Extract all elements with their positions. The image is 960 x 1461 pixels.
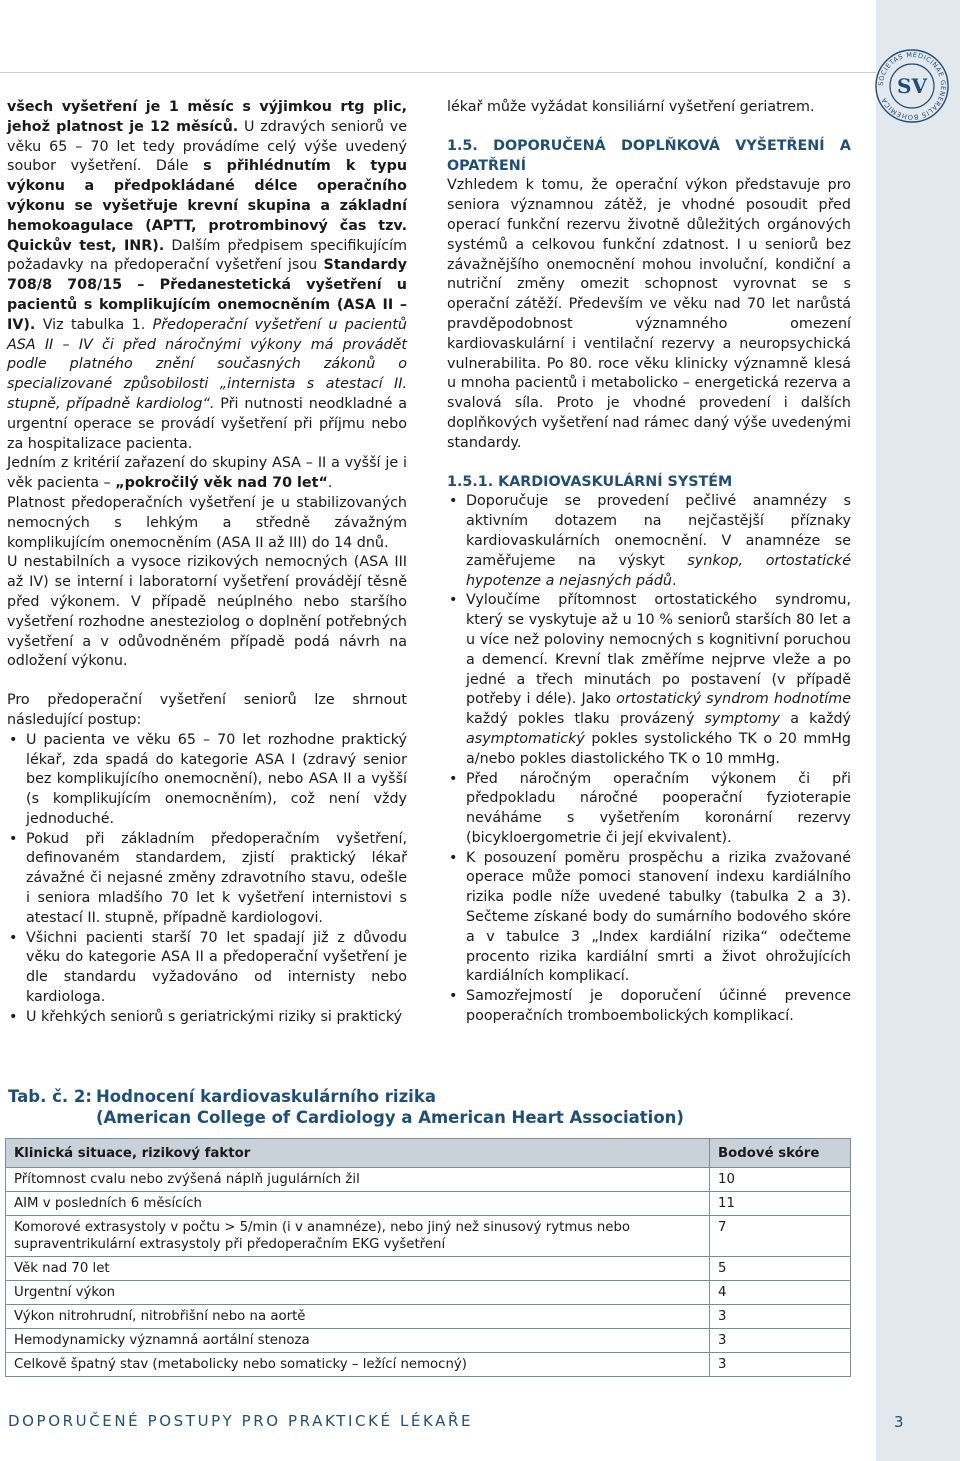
summary-paragraph: Pro předoperační vyšetření seniorů lze shrnout následující postup: bbox=[7, 692, 407, 728]
seal-ring-text: SOCIETAS MEDICINAE GENERALIS BOHEMICA bbox=[876, 50, 948, 122]
table-row: Komorové extrasystoly v počtu > 5/min (i v anamnéze), nebo jiný než sinusový rytmus nebo supraventrikulární extrasystoly při předoperačním EKG vyšetření 7 bbox=[6, 1216, 851, 1257]
top-rule bbox=[0, 72, 876, 73]
list-item: • U křehkých seniorů s geriatrickými riziky si praktický bbox=[7, 1008, 407, 1028]
table-row: Přítomnost cvalu nebo zvýšená náplň jugulárních žil 10 bbox=[6, 1168, 851, 1192]
footer-title: DOPORUČENÉ POSTUPY PRO PRAKTICKÉ LÉKAŘE bbox=[8, 1412, 474, 1430]
table-row: Výkon nitrohrudní, nitrobřišní nebo na aortě 3 bbox=[6, 1305, 851, 1329]
column-header-score: Bodové skóre bbox=[710, 1139, 851, 1168]
section-heading-1-5: 1.5. DOPORUČENÁ DOPLŇKOVÁ VYŠETŘENÍ A OPATŘENÍ bbox=[447, 137, 851, 174]
right-sidebar-band bbox=[876, 0, 960, 1461]
table-caption-line1: Hodnocení kardiovaskulárního rizika bbox=[96, 1087, 436, 1106]
table-row: Hemodynamicky významná aortální stenoza 3 bbox=[6, 1329, 851, 1353]
list-item: • K posouzení poměru prospěchu a rizika zvažované operace může pomoci stanovení indexu kardiálního rizika podle níže uvedené tabulky (tabulka 2 a 3). Sečteme získané body do sumárního bodového skóre a v tabulce 3 „Index kardiální rizika“ odečteme procento rizika kardiální smrti a život ohrožujících kardiálních komplikací. bbox=[447, 849, 851, 988]
validity-paragraph: Platnost předoperačních vyšetření je u stabilizovaných nemocných s lehkým a středně závažným komplikujícím onemocněním (ASA II až III) do 14 dnů. bbox=[7, 494, 407, 551]
right-column bbox=[447, 98, 851, 1027]
risk-table bbox=[5, 1138, 851, 1377]
society-seal-logo bbox=[874, 48, 950, 124]
table-row: Urgentní výkon 4 bbox=[6, 1281, 851, 1305]
column-header-situation: Klinická situace, rizikový faktor bbox=[6, 1139, 710, 1168]
summary-bullet-list bbox=[7, 731, 407, 1028]
table-caption-line2: (American College of Cardiology a American Heart Association) bbox=[96, 1108, 684, 1127]
list-item: • U pacienta ve věku 65 – 70 let rozhodne praktický lékař, zda spadá do kategorie ASA I (zdravý senior bez komplikujícího onemocnění), nebo ASA II a vyšší (s komplikujícím onemocněním), což není vždy jednoduché. bbox=[7, 731, 407, 830]
list-item: • Všichni pacienti starší 70 let spadají již z důvodu věku do kategorie ASA II a předoperační vyšetření je dle standardu vyžadováno od internisty nebo kardiologa. bbox=[7, 929, 407, 1008]
list-item: • Samozřejmostí je doporučení účinné prevence pooperačních tromboembolických komplikací. bbox=[447, 987, 851, 1027]
table-row: Celkově špatný stav (metabolicky nebo somaticky – ležící nemocný) 3 bbox=[6, 1353, 851, 1377]
asa-paragraph: Jedním z kritérií zařazení do skupiny ASA – II a vyšší je i věk pacienta – „pokročilý věk nad 70 let“. bbox=[7, 455, 407, 492]
table-caption-number: Tab. č. 2: bbox=[8, 1087, 92, 1106]
continuation-line: lékař může vyžádat konsiliární vyšetření geriatrem. bbox=[447, 99, 815, 115]
table-header-row bbox=[6, 1139, 851, 1168]
table-row: AIM v posledních 6 měsících 11 bbox=[6, 1192, 851, 1216]
left-column bbox=[7, 98, 407, 1028]
table-row: Věk nad 70 let 5 bbox=[6, 1257, 851, 1281]
section-1-5-text: Vzhledem k tomu, že operační výkon představuje pro seniora významnou zátěž, je vhodné posoudit před operací funkční rezervu životně důležitých orgánových systémů a celkovou funkční zdatnost. I u seniorů bez závažnějšího onemocnění mohou involuční, kondiční a nutriční změny omezit schopnost vyrovnat se s operační zátěží. Především ve věku nad 70 let narůstá pravděpodobnost významného omezení kardiovaskulární i ventilační rezervy a neuropsychická vulnerabilita. Po 80. roce věku klinicky významně klesá u mnoha pacientů i metabolicko – energetická rezerva a svalová síla. Proto je vhodné provedení i dalších doplňkových vyšetření nad rámec daný výše uvedenými standardy. bbox=[447, 177, 851, 451]
list-item: • Doporučuje se provedení pečlivé anamnézy s aktivním dotazem na nejčastější příznaky kardiovaskulárních onemocnění. V anamnéze se zaměřujeme na výskyt synkop, ortostatické hypotenze a nejasných pádů. bbox=[447, 492, 851, 591]
unstable-paragraph: U nestabilních a vysoce rizikových nemocných (ASA III až IV) se interní i laboratorní vyšetření provádějí těsně před výkonem. V případě neúplného nebo staršího vyšetření rozhodne anesteziolog o doplnění potřebných vyšetření a v odůvodněném případě podá návrh na odložení výkonu. bbox=[7, 554, 407, 670]
intro-paragraph: všech vyšetření je 1 měsíc s výjimkou rtg plic, jehož platnost je 12 měsíců. U zdravých seniorů ve věku 65 – 70 let tedy provádíme celý výše uvedený soubor vyšetření. Dále s přihlédnutím k typu výkonu a předpokládané délce operačního výkonu se vyšetřuje krevní skupina a základní hemokoagulace (APTT, protrombinový čas tzv. Quickův test, INR). Dalším předpisem specifikujícím požadavky na předoperační vyšetření jsou Standardy 708/8 708/15 – Předanestetická vyšetření u pacientů s komplikujícím onemocněním (ASA II – IV). Viz tabulka 1. Předoperační vyšetření u pacientů ASA II – IV či před náročnými výkony má provádět podle platného znění současných zákonů o specializované způsobilosti „internista s atestací II. stupně, případně kardiolog“. Při nutnosti neodkladné a urgentní operace se provádí vyšetření při příjmu nebo za hospitalizace pacienta. bbox=[7, 99, 408, 452]
table-caption bbox=[8, 1086, 684, 1128]
page-number: 3 bbox=[894, 1413, 904, 1431]
list-item: • Vyloučíme přítomnost ortostatického syndromu, který se vyskytuje až u 10 % seniorů starších 80 let a u více než poloviny nemocných s kognitivní poruchou a demencí. Krevní tlak změříme nejprve vleže a po jedné a třech minutách po postavení (v případě potřeby i déle). Jako ortostatický syndrom hodnotíme každý pokles tlaku provázený symptomy a každý asymptomatický pokles systolického TK o 20 mmHg a/nebo pokles diastolického TK o 10 mmHg. bbox=[447, 591, 851, 769]
list-item: • Před náročným operačním výkonem či při předpokladu náročné pooperační fyzioterapie neváháme s vyšetřením koronární rezervy (bicykloergometrie či její ekvivalent). bbox=[447, 770, 851, 849]
list-item: • Pokud při základním předoperačním vyšetření, definovaném standardem, zjistí praktický lékař závažné či nejasné změny zdravotního stavu, odešle i seniora mladšího 70 let k vyšetření internistovi s atestací II. stupně, případně kardiologovi. bbox=[7, 830, 407, 929]
cardio-bullet-list bbox=[447, 492, 851, 1027]
section-heading-1-5-1: 1.5.1. KARDIOVASKULÁRNÍ SYSTÉM bbox=[447, 473, 733, 490]
seal-monogram: SV bbox=[897, 74, 927, 98]
